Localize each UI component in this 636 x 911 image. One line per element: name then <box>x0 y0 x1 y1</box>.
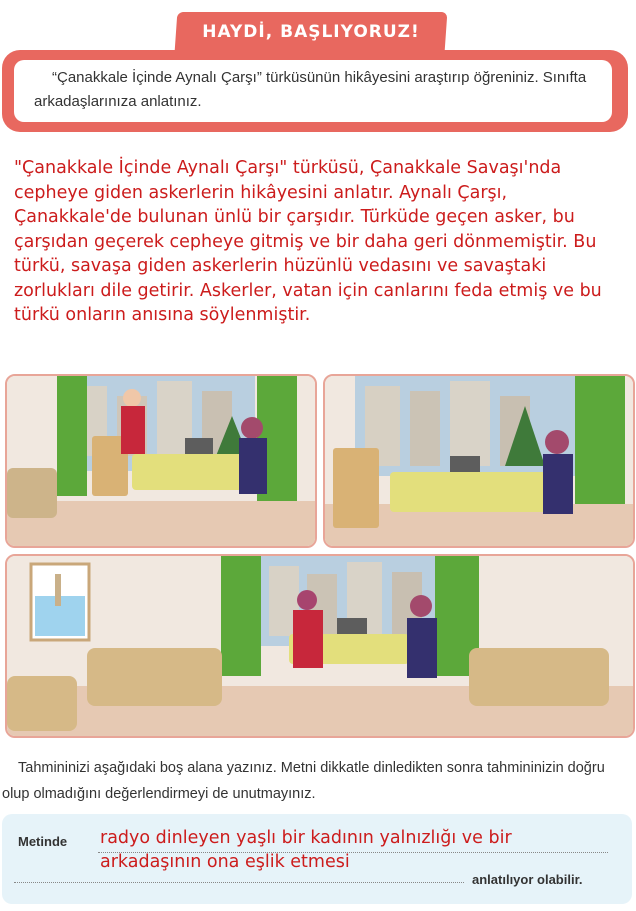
instructions-text: Tahmininizi aşağıdaki boş alana yazınız. Metni dikkatle dinledikten sonra tahmininizin doğru olup olmadığını değerlendirmeyi de unutmayınız. <box>2 760 605 802</box>
answer-text: "Çanakkale İçinde Aynalı Çarşı" türküsü, Çanakkale Savaşı'nda cepheye giden askerlerin hikâyesini anlatır. Aynalı Çarşı, Çanakkale'de bulunan ünlü bir çarşıdır. Türküde geçen asker, bu çarşıdan geçerek cepheye gitmiş ve bir daha geri dönmemiştir. Bu türkü, savaşa giden askerlerin hüzünlü vedasını ve savaştaki zorlukları dile getirir. Askerler, vatan için canlarını feda etmiş ve bu türkü onların anısına söylenmiştir. <box>14 158 602 325</box>
illustration-panel-2 <box>323 374 635 548</box>
task-text: “Çanakkale İçinde Aynalı Çarşı” türküsünün hikâyesini araştırıp öğreniniz. Sınıfta arkadaşlarınıza anlatınız. <box>34 69 587 110</box>
dotted-line-2 <box>14 882 464 883</box>
illustration-panel-3 <box>5 554 635 738</box>
prediction-suffix: anlatılıyor olabilir. <box>472 872 583 887</box>
prediction-prefix: Metinde <box>18 834 68 849</box>
section-title: HAYDİ, BAŞLIYORUZ! <box>202 22 420 42</box>
illustration-panel-1 <box>5 374 317 548</box>
prediction-answer[interactable]: radyo dinleyen yaşlı bir kadının yalnızlığı ve bir arkadaşının ona eşlik etmesi <box>100 828 512 872</box>
